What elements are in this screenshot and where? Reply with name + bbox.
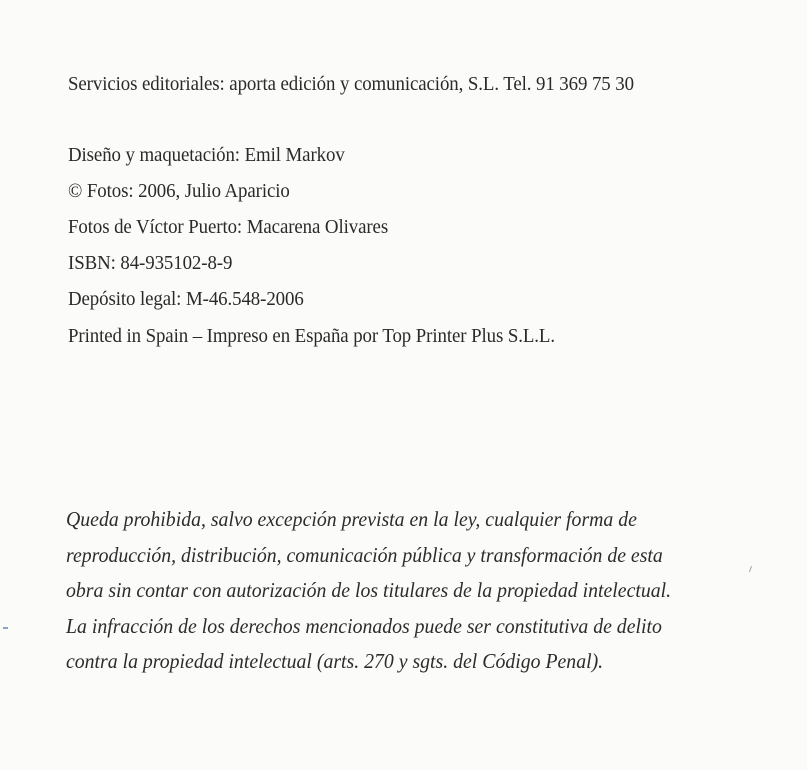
printer-line: Printed in Spain – Impreso en España por Top Printer Plus S.L.L. — [68, 325, 555, 347]
legal-notice-line: obra sin contar con autorización de los titulares de la propiedad intelectual. — [66, 578, 672, 602]
legal-notice-line: reproducción, distribución, comunicación pública y transformación de esta — [66, 542, 663, 567]
scan-mark — [749, 566, 752, 572]
legal-notice-line: contra la propiedad intelectual (arts. 270 y sgts. del Código Penal). — [66, 649, 604, 673]
legal-deposit-line: Depósito legal: M-46.548-2006 — [68, 288, 304, 310]
legal-notice-line: La infracción de los derechos mencionados puede ser constitutiva de delito — [66, 613, 662, 638]
design-credit-line: Diseño y maquetación: Emil Markov — [68, 144, 345, 166]
legal-notice-line: Queda prohibida, salvo excepción prevista en la ley, cualquier forma de — [66, 507, 637, 531]
photo-copyright-line: © Fotos: 2006, Julio Aparicio — [68, 180, 290, 202]
scan-speck — [3, 627, 8, 629]
photo-credit-line: Fotos de Víctor Puerto: Macarena Olivares — [68, 216, 389, 238]
editorial-services-line: Servicios editoriales: aporta edición y comunicación, S.L. Tel. 91 369 75 30 — [68, 73, 634, 95]
legal-notice — [66, 502, 710, 680]
isbn-line: ISBN: 84-935102-8-9 — [68, 252, 233, 274]
